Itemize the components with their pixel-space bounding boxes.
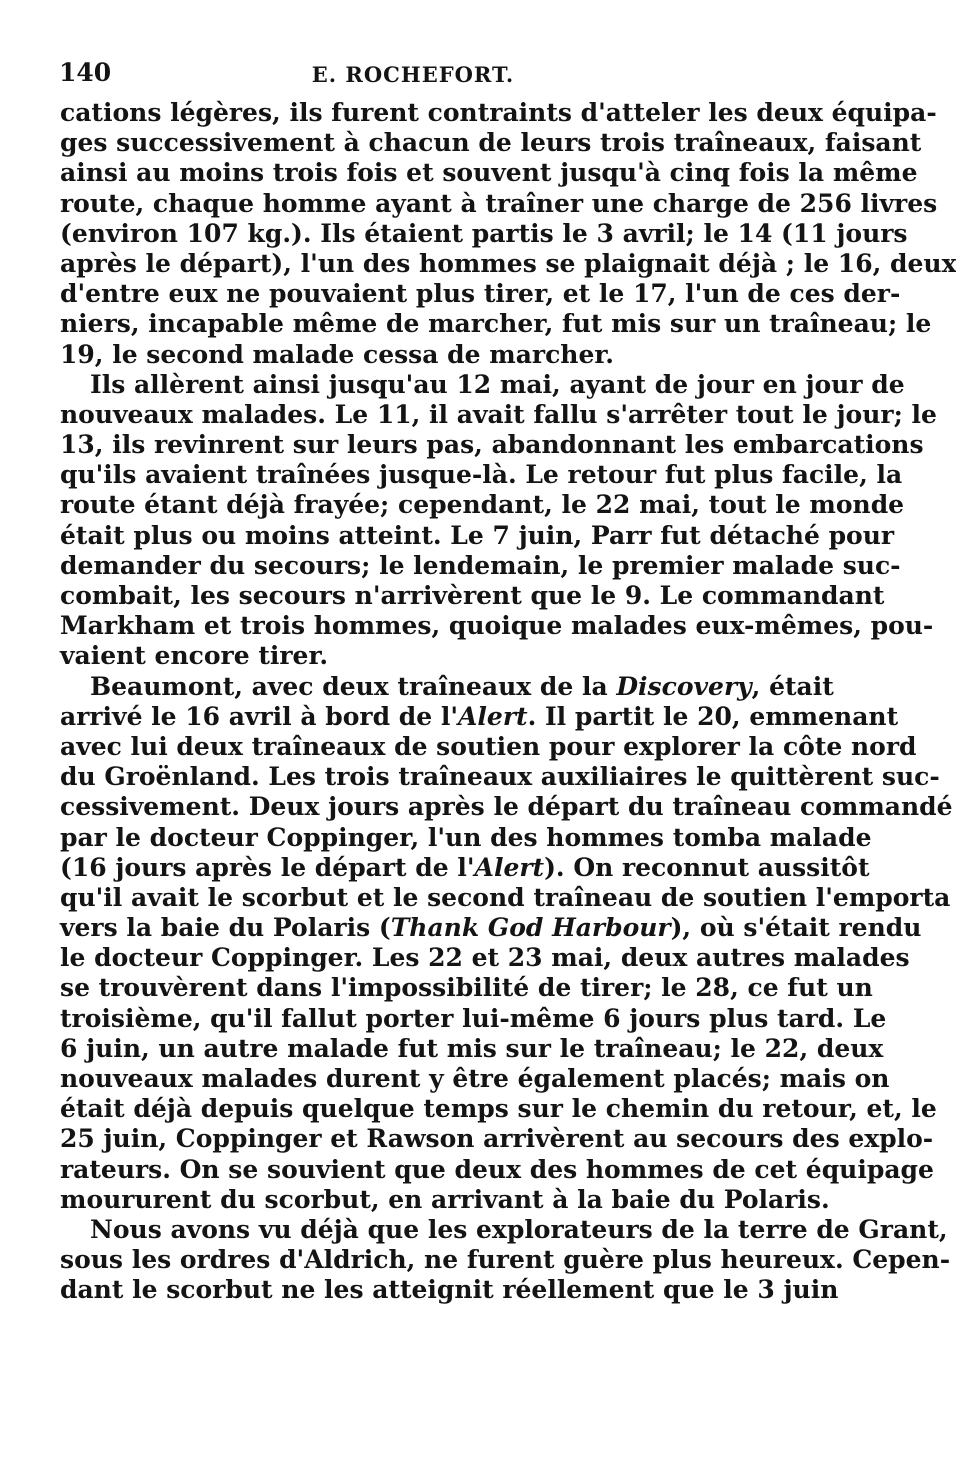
text-line: moururent du scorbut, en arrivant à la baie du Polaris. xyxy=(60,1184,830,1214)
text-line: Ils allèrent ainsi jusqu'au 12 mai, ayant de jour en jour de xyxy=(90,369,905,399)
italic-title: Thank God Harbour xyxy=(390,913,671,943)
text-line: sous les ordres d'Aldrich, ne furent guère plus heureux. Cepen- xyxy=(60,1245,951,1275)
body-text xyxy=(60,98,956,1306)
text-line: d'entre eux ne pouvaient plus tirer, et le 17, l'un de ces der- xyxy=(60,279,901,309)
text-line: route, chaque homme ayant à traîner une charge de 256 livres xyxy=(60,188,938,218)
italic-title: Alert xyxy=(458,701,528,731)
paragraph xyxy=(60,1214,951,1306)
page-header xyxy=(59,58,767,94)
text-line: 25 juin, Coppinger et Rawson arrivèrent au secours des explo- xyxy=(60,1124,934,1154)
italic-title: Alert xyxy=(474,852,545,882)
running-head: E. ROCHEFORT. xyxy=(311,62,515,87)
text-line: 13, ils revinrent sur leurs pas, abandonnant les embarcations xyxy=(60,430,924,460)
text-line: (environ 107 kg.). Ils étaient partis le 3 avril; le 14 (11 jours xyxy=(60,218,908,248)
text-line: dant le scorbut ne les atteignit réellement que le 3 juin xyxy=(60,1275,839,1305)
text-line: se trouvèrent dans l'impossibilité de tirer; le 28, ce fut un xyxy=(60,973,873,1003)
text-line: nouveaux malades. Le 11, il avait fallu s'arrêter tout le jour; le xyxy=(60,399,937,429)
text-line: ges successivement à chacun de leurs trois traîneaux, faisant xyxy=(60,128,922,158)
text-line: Markham et trois hommes, quoique malades eux-mêmes, pou- xyxy=(60,611,934,641)
text-line: Beaumont, avec deux traîneaux de la Discovery, était xyxy=(90,671,834,701)
page-number: 140 xyxy=(59,58,112,87)
text-line: était déjà depuis quelque temps sur le chemin du retour, et, le xyxy=(60,1094,937,1124)
text-line: était plus ou moins atteint. Le 7 juin, Parr fut détaché pour xyxy=(60,520,895,550)
text-line: (16 jours après le départ de l'Alert). On reconnut aussitôt xyxy=(60,852,870,882)
text-line: arrivé le 16 avril à bord de l'Alert. Il partit le 20, emmenant xyxy=(60,701,899,731)
text-line: route étant déjà frayée; cependant, le 22 mai, tout le monde xyxy=(60,490,905,520)
text-line: nouveaux malades durent y être également placés; mais on xyxy=(60,1064,890,1093)
text-line: vers la baie du Polaris (Thank God Harbour), où s'était rendu xyxy=(60,913,922,943)
text-line: 6 juin, un autre malade fut mis sur le traîneau; le 22, deux xyxy=(60,1033,884,1063)
text-line: après le départ), l'un des hommes se plaignait déjà ; le 16, deux xyxy=(60,248,956,278)
text-line: cations légères, ils furent contraints d'atteler les deux équipa- xyxy=(60,98,937,127)
text-line: qu'ils avaient traînées jusque-là. Le retour fut plus facile, la xyxy=(60,460,903,490)
text-line: ainsi au moins trois fois et souvent jusqu'à cinq fois la même xyxy=(60,158,918,188)
text-line: vaient encore tirer. xyxy=(60,641,329,671)
text-line: troisième, qu'il fallut porter lui-même 6 jours plus tard. Le xyxy=(60,1003,887,1033)
text-line: cessivement. Deux jours après le départ du traîneau commandé xyxy=(60,792,953,822)
text-line: Nous avons vu déjà que les explorateurs de la terre de Grant, xyxy=(90,1214,948,1244)
text-line: rateurs. On se souvient que deux des hommes de cet équipage xyxy=(60,1154,934,1184)
text-line: par le docteur Coppinger, l'un des hommes tomba malade xyxy=(60,822,872,852)
text-line: demander du secours; le lendemain, le premier malade suc- xyxy=(60,550,901,580)
italic-title: Discovery xyxy=(616,671,752,701)
paragraph xyxy=(60,369,937,672)
text-line: le docteur Coppinger. Les 22 et 23 mai, deux autres malades xyxy=(60,943,910,973)
text-line: niers, incapable même de marcher, fut mis sur un traîneau; le xyxy=(60,309,932,339)
paragraph xyxy=(60,671,953,1215)
text-line: avec lui deux traîneaux de soutien pour explorer la côte nord xyxy=(60,731,917,761)
text-line: combait, les secours n'arrivèrent que le 9. Le commandant xyxy=(60,581,885,610)
text-line: 19, le second malade cessa de marcher. xyxy=(60,339,614,369)
text-line: qu'il avait le scorbut et le second traîneau de soutien l'emporta xyxy=(60,882,951,912)
text-line: du Groënland. Les trois traîneaux auxiliaires le quittèrent suc- xyxy=(60,762,940,792)
paragraph xyxy=(60,98,956,370)
